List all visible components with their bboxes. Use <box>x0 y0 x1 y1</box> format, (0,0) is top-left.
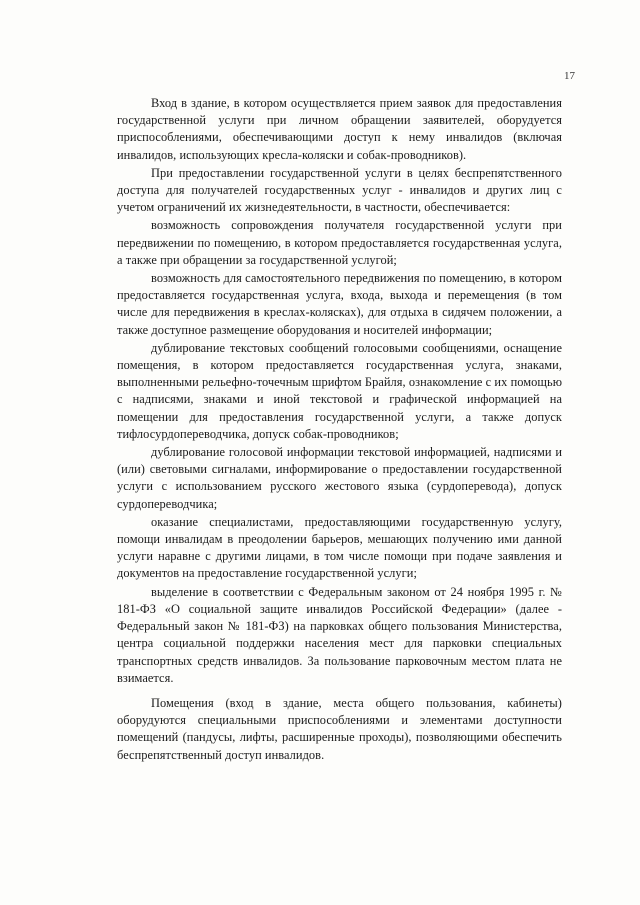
paragraph-movement: возможность для самостоятельного передвижения по помещению, в котором предоставляется государственная услуга, входа, выхода и перемещения (в том числе для передвижения в креслах-колясках), для отдыха в сидячем положении, а также доступное размещение оборудования и носителей информации; <box>117 271 562 337</box>
document-body <box>117 95 562 764</box>
paragraph-parking: выделение в соответствии с Федеральным законом от 24 ноября 1995 г. № 181-ФЗ «О социальной защите инвалидов Российской Федерации» (далее - Федеральный закон № 181-ФЗ) на парковках общего пользования Министерства, центра социальной поддержки населения мест для парковки специальных транспортных средств инвалидов. За пользование парковочным местом плата не взимается. <box>117 584 562 685</box>
paragraph-premises: Помещения (вход в здание, места общего пользования, кабинеты) оборудуются специальными приспособлениями и элементами доступности помещений (пандусы, лифты, расширенные проходы), позволяющими обеспечить беспрепятственный доступ инвалидов. <box>117 695 562 762</box>
paragraph-accessibility-intro: При предоставлении государственной услуги в целях беспрепятственного доступа для получателей государственных услуг - инвалидов и других лиц с учетом ограничений их жизнедеятельности, в частности, обеспечивается: <box>117 165 562 215</box>
paragraph-escort: возможность сопровождения получателя государственной услуги при передвижении по помещению, в котором предоставляется государственная услуга, а также при обращении за государственной услугой; <box>117 218 562 267</box>
paragraph-text-duplication: дублирование текстовых сообщений голосовыми сообщениями, оснащение помещения, в котором предоставляется государственная услуга, знаками, выполненными рельефно-точечным шрифтом Брайля, ознакомление с их помощью с надписями, знаками и иной текстовой и графической информацией на помещении для предоставления государственной услуги, а также допуск тифлосурдопереводчика, допуск собак-проводников; <box>117 340 562 441</box>
paragraph-entrance: Вход в здание, в котором осуществляется прием заявок для предоставления государственной услуги при личном обращении заявителей, оборудуется приспособлениями, обеспечивающими доступ к нему инвалидов (включая инвалидов, использующих кресла-коляски и собак-проводников). <box>117 96 562 162</box>
page-number: 17 <box>564 70 575 82</box>
paragraph-voice-duplication: дублирование голосовой информации текстовой информацией, надписями и (или) световыми сигналами, информирование о предоставлении государственной услуги с использованием русского жестового языка (сурдоперевода), допуск сурдопереводчика; <box>117 445 562 511</box>
paragraph-specialist-help: оказание специалистами, предоставляющими государственную услугу, помощи инвалидам в преодолении барьеров, мешающих получению ими данной услуги наравне с другими лицами, в том числе помощи при подаче заявления и документов на предоставление государственной услуги; <box>117 514 562 581</box>
